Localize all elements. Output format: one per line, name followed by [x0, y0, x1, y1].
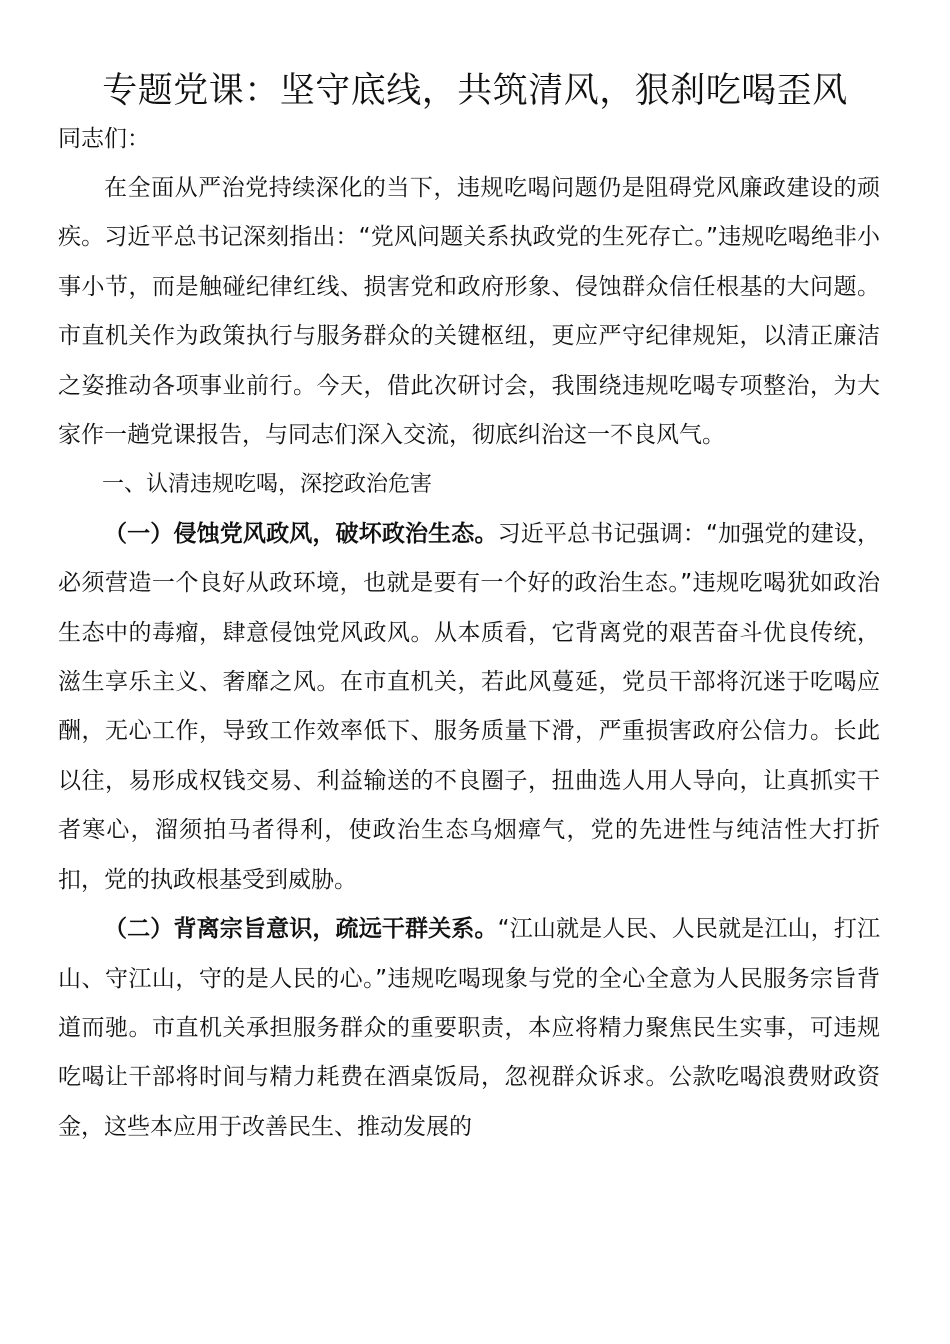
subsection-title-1: （一）侵蚀党风政风，破坏政治生态。 — [104, 520, 498, 547]
subsection-title-2: （二）背离宗旨意识，疏远干群关系。 — [104, 916, 498, 943]
salutation: 同志们： — [58, 126, 150, 152]
intro-paragraph: 在全面从严治党持续深化的当下，违规吃喝问题仍是阻碍党风廉政建设的顽疾。习近平总书记深刻指出：“党风问题关系执政党的生死存亡。”违规吃喝绝非小事小节，而是触碰纪律红线、损害党和政府形象、侵蚀群众信任根基的大问题。市直机关作为政策执行与服务群众的关键枢纽，更应严守纪律规矩，以清正廉洁之姿推动各项事业前行。今天，借此次研讨会，我围绕违规吃喝专项整治，为大家作一趟党课报告，与同志们深入交流，彻底纠治这一不良风气。 — [58, 175, 880, 449]
subsection-paragraph-1 — [58, 510, 880, 905]
subsection-text-1: 习近平总书记强调：“加强党的建设，必须营造一个良好从政环境，也就是要有一个好的政治生态。”违规吃喝犹如政治生态中的毒瘤，肆意侵蚀党风政风。从本质看，它背离党的艰苦奋斗优良传统，滋生享乐主义、奢靡之风。在市直机关，若此风蔓延，党员干部将沉迷于吃喝应酬，无心工作，导致工作效率低下、服务质量下滑，严重损害政府公信力。长此以往，易形成权钱交易、利益输送的不良圈子，扭曲选人用人导向，让真抓实干者寒心，溜须拍马者得利，使政治生态乌烟瘴气，党的先进性与纯洁性大打折扣，党的执政根基受到威胁。 — [58, 520, 881, 893]
document-body — [58, 164, 880, 1152]
subsection-paragraph-2 — [58, 905, 880, 1152]
section-heading: 一、认清违规吃喝，深挖政治危害 — [102, 472, 433, 498]
subsection-text-2: “江山就是人民、人民就是江山，打江山、守江山，守的是人民的心。”违规吃喝现象与党的全心全意为人民服务宗旨背道而驰。市直机关承担服务群众的重要职责，本应将精力聚焦民生实事，可违规吃喝让干部将时间与精力耗费在酒桌饭局，忽视群众诉求。公款吃喝浪费财政资金，这些本应用于改善民生、推动发展的 — [58, 916, 881, 1140]
document-title: 专题党课：坚守底线，共筑清风，狠刹吃喝歪风 — [102, 71, 848, 111]
